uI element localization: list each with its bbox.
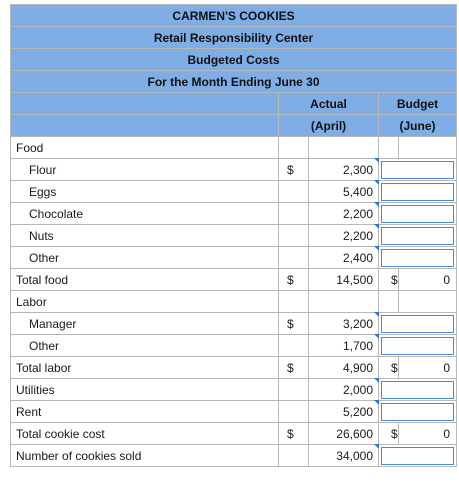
actual-value-text: 2,200 [342,206,373,221]
cell-flag-icon [374,400,379,405]
budget-input-cell [379,247,457,269]
actual-value [309,225,379,247]
budget-input-cell [379,445,457,467]
actual-value-text: 5,400 [342,184,373,199]
row-label: Eggs [11,181,279,203]
budget-input-cell [379,181,457,203]
currency-symbol: $ [279,423,309,445]
row-nuts [11,225,457,247]
subheader-blank [11,115,279,137]
row-total-cookie-cost [11,423,457,445]
budget-input-cell [379,225,457,247]
empty-cell [279,291,309,313]
section-label-labor: Labor [11,291,279,313]
header-blank [11,93,279,115]
column-subheader-row [11,115,457,137]
currency-symbol: $ [279,269,309,291]
row-other-labor [11,335,457,357]
row-label: Manager [11,313,279,335]
actual-value-text: 34,000 [336,448,373,463]
empty-cell [279,181,309,203]
actual-value [309,247,379,269]
actual-value [309,203,379,225]
section-row-food [11,137,457,159]
currency-symbol: $ [379,269,399,291]
budget-value: 0 [399,357,457,379]
row-label: Total food [11,269,279,291]
row-total-food [11,269,457,291]
actual-value: 14,500 [309,269,379,291]
budget-input-cookies-sold[interactable] [381,447,454,465]
empty-cell [279,247,309,269]
budget-input-cell [379,313,457,335]
budget-header: Budget [379,93,457,115]
budget-input-manager[interactable] [381,315,454,333]
row-label: Rent [11,401,279,423]
budget-input-cell [379,335,457,357]
section-label-food: Food [11,137,279,159]
empty-cell [379,291,399,313]
row-label: Utilities [11,379,279,401]
budget-input-cell [379,379,457,401]
empty-cell [399,291,457,313]
budget-input-other-food[interactable] [381,249,454,267]
actual-value-text: 2,200 [342,228,373,243]
cell-flag-icon [374,158,379,163]
empty-cell [279,137,309,159]
actual-value [309,159,379,181]
title-row-company [11,5,457,27]
actual-value-text: 3,200 [342,316,373,331]
empty-cell [279,203,309,225]
empty-cell [279,225,309,247]
actual-header: Actual [279,93,379,115]
cell-flag-icon [374,202,379,207]
title-row-period [11,71,457,93]
empty-cell [279,445,309,467]
company-name: CARMEN'S COOKIES [11,5,457,27]
row-label: Total labor [11,357,279,379]
actual-value-text: 1,700 [342,338,373,353]
budget-input-rent[interactable] [381,403,454,421]
actual-value-text: 2,400 [342,250,373,265]
row-other-food [11,247,457,269]
currency-symbol: $ [279,313,309,335]
actual-value-text: 2,000 [342,382,373,397]
section-row-labor [11,291,457,313]
empty-cell [279,401,309,423]
budgeted-costs-table [10,4,457,467]
row-label: Chocolate [11,203,279,225]
report-period: For the Month Ending June 30 [11,71,457,93]
actual-value [309,181,379,203]
cell-flag-icon [374,224,379,229]
currency-symbol: $ [379,423,399,445]
budget-input-other-labor[interactable] [381,337,454,355]
row-label: Total cookie cost [11,423,279,445]
row-label: Number of cookies sold [11,445,279,467]
actual-value [309,379,379,401]
budget-input-nuts[interactable] [381,227,454,245]
budget-subheader: (June) [379,115,457,137]
empty-cell [279,335,309,357]
cell-flag-icon [374,312,379,317]
column-header-row [11,93,457,115]
actual-value [309,313,379,335]
currency-symbol: $ [279,159,309,181]
actual-value [309,445,379,467]
title-row-center [11,27,457,49]
actual-value: 26,600 [309,423,379,445]
cell-flag-icon [374,334,379,339]
budget-input-cell [379,401,457,423]
budget-input-cell [379,203,457,225]
cell-flag-icon [374,246,379,251]
row-label: Nuts [11,225,279,247]
row-label: Other [11,247,279,269]
row-rent [11,401,457,423]
cell-flag-icon [374,378,379,383]
budget-input-eggs[interactable] [381,183,454,201]
currency-symbol: $ [379,357,399,379]
actual-value: 4,900 [309,357,379,379]
report-title: Budgeted Costs [11,49,457,71]
currency-symbol: $ [279,357,309,379]
row-flour [11,159,457,181]
row-label: Other [11,335,279,357]
row-cookies-sold [11,445,457,467]
row-utilities [11,379,457,401]
row-eggs [11,181,457,203]
budget-sheet [10,4,456,467]
empty-cell [279,379,309,401]
actual-value [309,401,379,423]
responsibility-center: Retail Responsibility Center [11,27,457,49]
empty-cell [379,137,399,159]
cell-flag-icon [374,444,379,449]
row-total-labor [11,357,457,379]
actual-value-text: 2,300 [342,162,373,177]
budget-value: 0 [399,423,457,445]
budget-input-chocolate[interactable] [381,205,454,223]
budget-input-flour[interactable] [381,161,454,179]
budget-input-utilities[interactable] [381,381,454,399]
empty-cell [399,137,457,159]
row-chocolate [11,203,457,225]
budget-input-cell [379,159,457,181]
empty-cell [309,291,379,313]
row-manager [11,313,457,335]
budget-value: 0 [399,269,457,291]
row-label: Flour [11,159,279,181]
empty-cell [309,137,379,159]
actual-value [309,335,379,357]
cell-flag-icon [374,180,379,185]
title-row-report [11,49,457,71]
actual-value-text: 5,200 [342,404,373,419]
actual-subheader: (April) [279,115,379,137]
